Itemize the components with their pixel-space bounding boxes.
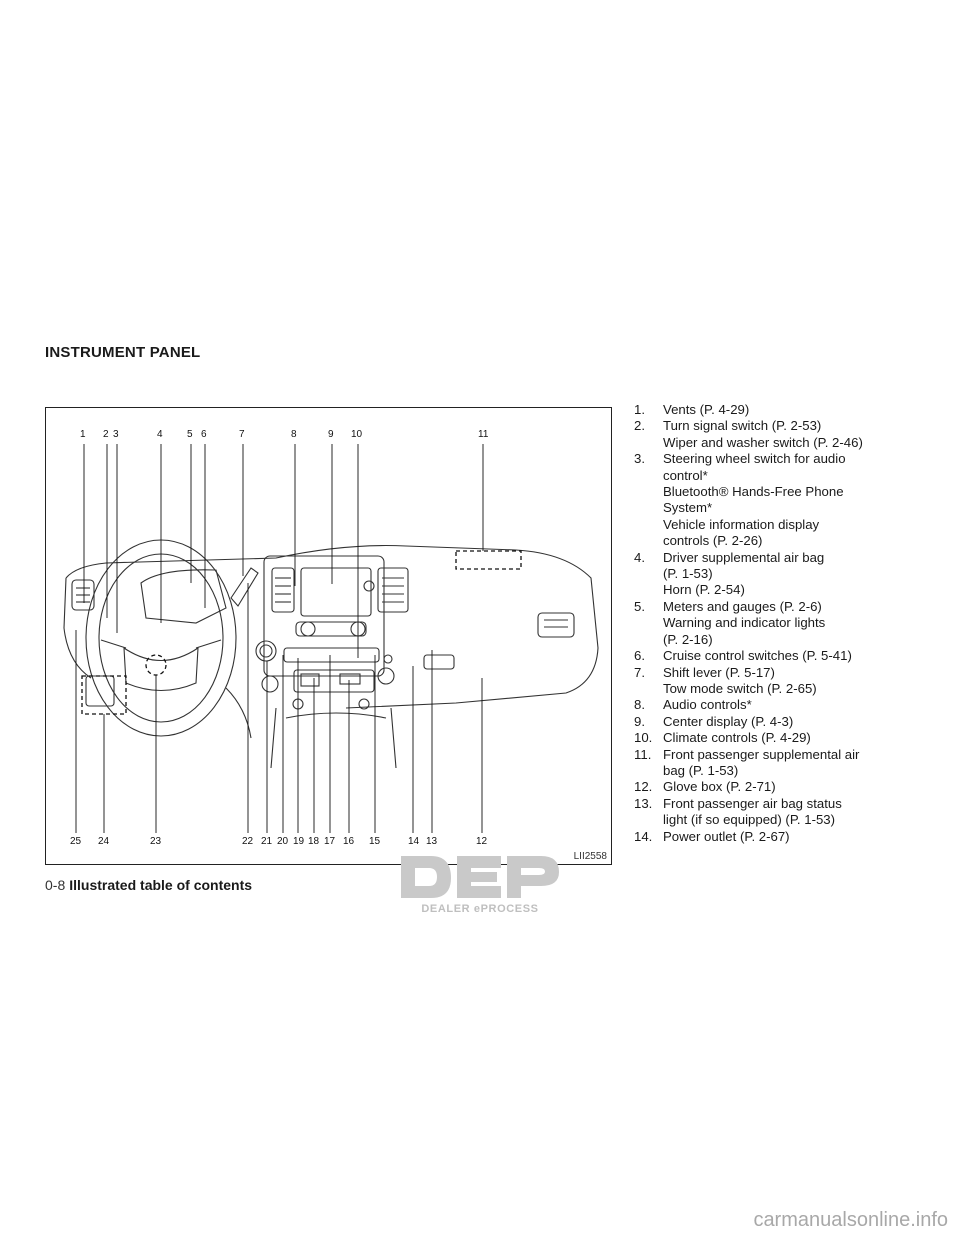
callout-top: 8 xyxy=(291,429,297,440)
callout-top: 5 xyxy=(187,429,193,440)
callout-bottom: 23 xyxy=(150,836,162,847)
item-text: Climate controls (P. 4-29) xyxy=(663,730,811,746)
callout-bottom: 20 xyxy=(277,836,289,847)
callout-top: 1 xyxy=(80,429,86,440)
item-text: Horn (P. 2-54) xyxy=(663,582,745,598)
callout-bottom: 19 xyxy=(293,836,305,847)
item-list xyxy=(634,402,924,845)
item-number: 9. xyxy=(634,713,645,729)
list-item xyxy=(634,747,924,780)
callout-bottom: 16 xyxy=(343,836,355,847)
item-text: Front passenger supplemental air xyxy=(663,746,860,762)
instrument-panel-figure xyxy=(45,407,612,865)
item-text: Tow mode switch (P. 2-65) xyxy=(663,680,817,696)
item-number: 10. xyxy=(634,730,653,746)
item-number: 7. xyxy=(634,664,645,680)
figure-code: LII2558 xyxy=(573,851,607,862)
list-item xyxy=(634,829,924,845)
item-text: Cruise control switches (P. 5-41) xyxy=(663,648,852,664)
callout-top: 9 xyxy=(328,429,334,440)
item-number: 12. xyxy=(634,779,653,795)
callout-top: 6 xyxy=(201,429,207,440)
item-text: Driver supplemental air bag xyxy=(663,549,825,565)
footer-title: Illustrated table of contents xyxy=(69,877,253,893)
item-text: Shift lever (P. 5-17) xyxy=(663,664,775,680)
item-number: 3. xyxy=(634,451,645,467)
list-item xyxy=(634,714,924,730)
list-item xyxy=(634,779,924,795)
callout-bottom: 22 xyxy=(242,836,254,847)
callout-bottom: 17 xyxy=(324,836,336,847)
item-text: Center display (P. 4-3) xyxy=(663,713,794,729)
item-text: Meters and gauges (P. 2-6) xyxy=(663,598,822,614)
item-text: Audio controls* xyxy=(663,697,752,713)
section-title: INSTRUMENT PANEL xyxy=(45,344,201,361)
item-text: Warning and indicator lights xyxy=(663,615,826,631)
callout-bottom: 15 xyxy=(369,836,381,847)
callout-top: 3 xyxy=(113,429,119,440)
item-text: System* xyxy=(663,500,713,516)
item-number: 1. xyxy=(634,402,645,417)
item-text: controls (P. 2-26) xyxy=(663,533,763,549)
item-text: bag (P. 1-53) xyxy=(663,762,739,778)
callout-bottom: 18 xyxy=(308,836,320,847)
item-number: 13. xyxy=(634,795,653,811)
item-number: 11. xyxy=(634,746,652,762)
item-text: (P. 1-53) xyxy=(663,566,713,582)
callout-bottom: 24 xyxy=(98,836,110,847)
item-text: (P. 2-16) xyxy=(663,631,713,647)
item-text: Bluetooth® Hands-Free Phone xyxy=(663,484,844,500)
list-item xyxy=(634,418,924,451)
callout-bottom: 21 xyxy=(261,836,273,847)
item-number: 5. xyxy=(634,598,645,614)
item-number: 14. xyxy=(634,828,653,844)
item-number: 6. xyxy=(634,648,645,664)
list-item xyxy=(634,599,924,648)
list-item xyxy=(634,730,924,746)
list-item xyxy=(634,648,924,664)
item-text: Power outlet (P. 2-67) xyxy=(663,828,790,844)
list-item xyxy=(634,665,924,698)
list-item xyxy=(634,697,924,713)
item-text: light (if so equipped) (P. 1-53) xyxy=(663,812,836,828)
item-text: Vehicle information display xyxy=(663,516,820,532)
dashboard-illustration xyxy=(46,408,611,864)
callout-bottom: 14 xyxy=(408,836,420,847)
item-number: 2. xyxy=(634,418,645,434)
callout-top: 10 xyxy=(351,429,363,440)
item-text: Wiper and washer switch (P. 2-46) xyxy=(663,434,863,450)
item-number: 8. xyxy=(634,697,645,713)
page-number: 0-8 xyxy=(45,877,66,893)
item-text: control* xyxy=(663,467,708,483)
callout-top: 7 xyxy=(239,429,245,440)
callout-bottom: 12 xyxy=(476,836,488,847)
callout-top: 2 xyxy=(103,429,109,440)
list-item xyxy=(634,796,924,829)
callout-top: 4 xyxy=(157,429,163,440)
item-text: Vents (P. 4-29) xyxy=(663,402,750,417)
callout-bottom: 13 xyxy=(426,836,438,847)
callout-top: 11 xyxy=(478,429,489,440)
site-watermark: carmanualsonline.info xyxy=(753,1209,948,1231)
item-text: Steering wheel switch for audio xyxy=(663,451,846,467)
item-text: Glove box (P. 2-71) xyxy=(663,779,776,795)
watermark-tagline: DEALER ePROCESS xyxy=(421,903,539,915)
list-item xyxy=(634,402,924,418)
item-text: Front passenger air bag status xyxy=(663,795,842,811)
dealer-eprocess-logo xyxy=(393,848,568,918)
list-item xyxy=(634,451,924,549)
callout-bottom: 25 xyxy=(70,836,82,847)
page-footer xyxy=(45,877,252,893)
item-text: Turn signal switch (P. 2-53) xyxy=(663,418,822,434)
list-item xyxy=(634,550,924,599)
item-number: 4. xyxy=(634,549,645,565)
